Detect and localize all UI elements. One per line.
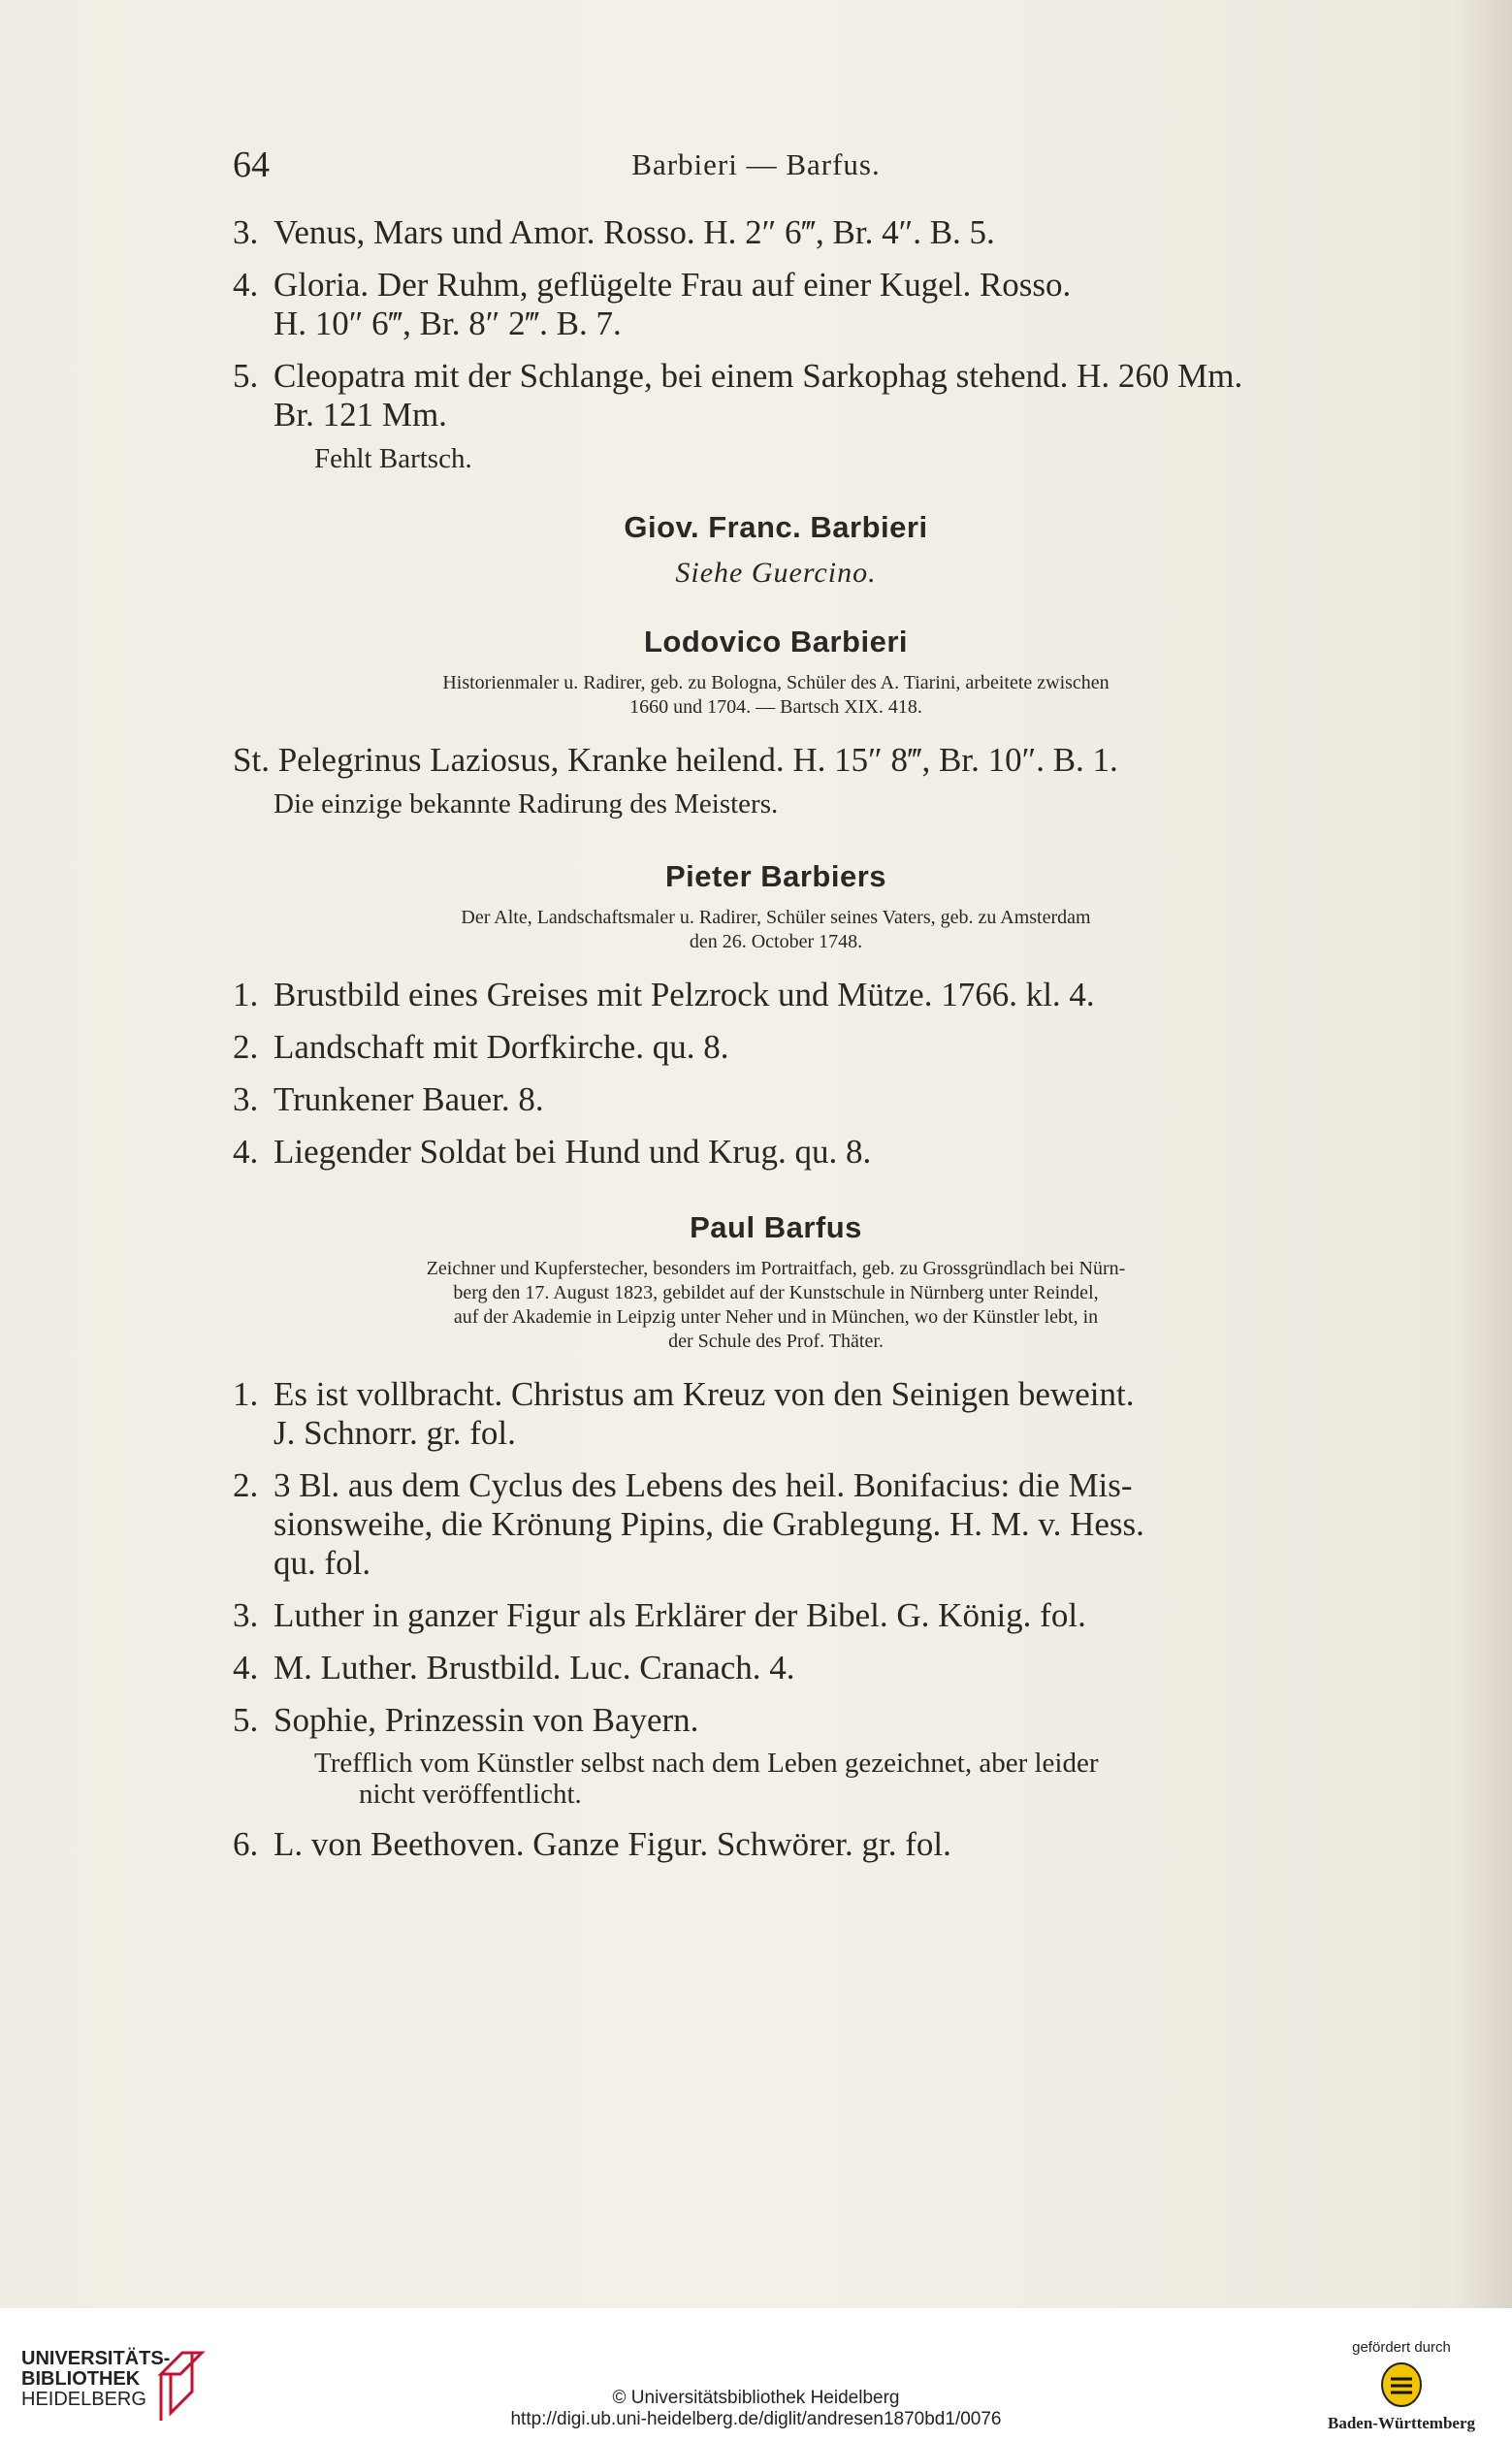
- list-item: 5. Cleopatra mit der Schlange, bei einem Sarkophag stehend. H. 260 Mm. Br. 121 Mm.: [233, 357, 1243, 434]
- see-reference: Siehe Guercino.: [675, 557, 877, 589]
- artist-heading-giov: Giov. Franc. Barbieri: [624, 510, 928, 544]
- artist-heading-lodovico: Lodovico Barbieri: [643, 625, 909, 658]
- list-item: 5. Sophie, Prinzessin von Bayern.: [233, 1701, 699, 1739]
- list-item: 1. Es ist vollbracht. Christus am Kreuz von den Seinigen beweint. J. Schnorr. gr. fol.: [233, 1375, 1135, 1452]
- funder-block: gefördert durch Baden-Württemberg: [1327, 2339, 1476, 2432]
- list-item: 3. Trunkener Bauer. 8.: [233, 1080, 544, 1118]
- library-logo[interactable]: UNIVERSITÄTS- BIBLIOTHEK HEIDELBERG: [21, 2348, 171, 2410]
- page-number: 64: [233, 145, 270, 185]
- list-item: 1. Brustbild eines Greises mit Pelzrock und Mütze. 1766. kl. 4.: [233, 976, 1095, 1013]
- list-item: St. Pelegrinus Laziosus, Kranke heilend. H. 15″ 8‴, Br. 10″. B. 1.: [233, 741, 1118, 779]
- list-item: 3. Venus, Mars und Amor. Rosso. H. 2″ 6‴, Br. 4″. B. 5.: [233, 213, 995, 251]
- artist-bio: Der Alte, Landschaftsmaler u. Radirer, Schüler seines Vaters, geb. zu Amsterdam den 26. October 1748.: [461, 907, 1091, 952]
- note: Trefflich vom Künstler selbst nach dem Leben gezeichnet, aber leider nicht veröffentlicht.: [314, 1748, 1099, 1810]
- footer: [0, 2308, 1512, 2441]
- coat-of-arms-icon: [1379, 2360, 1424, 2410]
- permalink[interactable]: http://digi.ub.uni-heidelberg.de/diglit/andresen1870bd1/0076: [510, 2409, 1002, 2429]
- running-head: [0, 144, 1512, 192]
- artist-bio: Historienmaler u. Radirer, geb. zu Bologna, Schüler des A. Tiarini, arbeitete zwischen 1660 und 1704. — Bartsch XIX. 418.: [442, 672, 1110, 718]
- artist-bio: Zeichner und Kupferstecher, besonders im Portraitfach, geb. zu Grossgründlach bei Nürn- berg den 17. August 1823, gebildet auf der Kunstschule in Nürnberg unter Reindel, auf der Akademie in Leipzig unter Neher und in München, wo der Künstler lebt, in der Schule des Prof. Thäter.: [426, 1258, 1126, 1352]
- running-title: Barbieri — Barfus.: [631, 147, 881, 181]
- copyright-notice: © Universitätsbibliothek Heidelberg http://digi.ub.uni-heidelberg.de/diglit/andresen1870bd1/0076: [0, 2388, 1512, 2430]
- list-item: 2. 3 Bl. aus dem Cyclus des Lebens des heil. Bonifacius: die Mis- sionsweihe, die Krönung Pipins, die Grablegung. H. M. v. Hess. qu. fol.: [233, 1466, 1144, 1582]
- list-item: 6. L. von Beethoven. Ganze Figur. Schwörer. gr. fol.: [233, 1825, 951, 1863]
- list-item: 2. Landschaft mit Dorfkirche. qu. 8.: [233, 1028, 729, 1066]
- note: Die einzige bekannte Radirung des Meisters.: [273, 788, 779, 819]
- list-item: 4. Liegender Soldat bei Hund und Krug. qu. 8.: [233, 1133, 872, 1171]
- note: Fehlt Bartsch.: [314, 443, 472, 474]
- artist-heading-paul: Paul Barfus: [690, 1210, 862, 1244]
- list-item: 4. M. Luther. Brustbild. Luc. Cranach. 4.: [233, 1649, 795, 1686]
- page-content: [233, 213, 1319, 1878]
- artist-heading-pieter: Pieter Barbiers: [664, 859, 887, 893]
- list-item: 3. Luther in ganzer Figur als Erklärer der Bibel. G. König. fol.: [233, 1596, 1086, 1634]
- list-item: 4. Gloria. Der Ruhm, geflügelte Frau auf einer Kugel. Rosso. H. 10″ 6‴, Br. 8″ 2‴. B. 7.: [233, 266, 1072, 342]
